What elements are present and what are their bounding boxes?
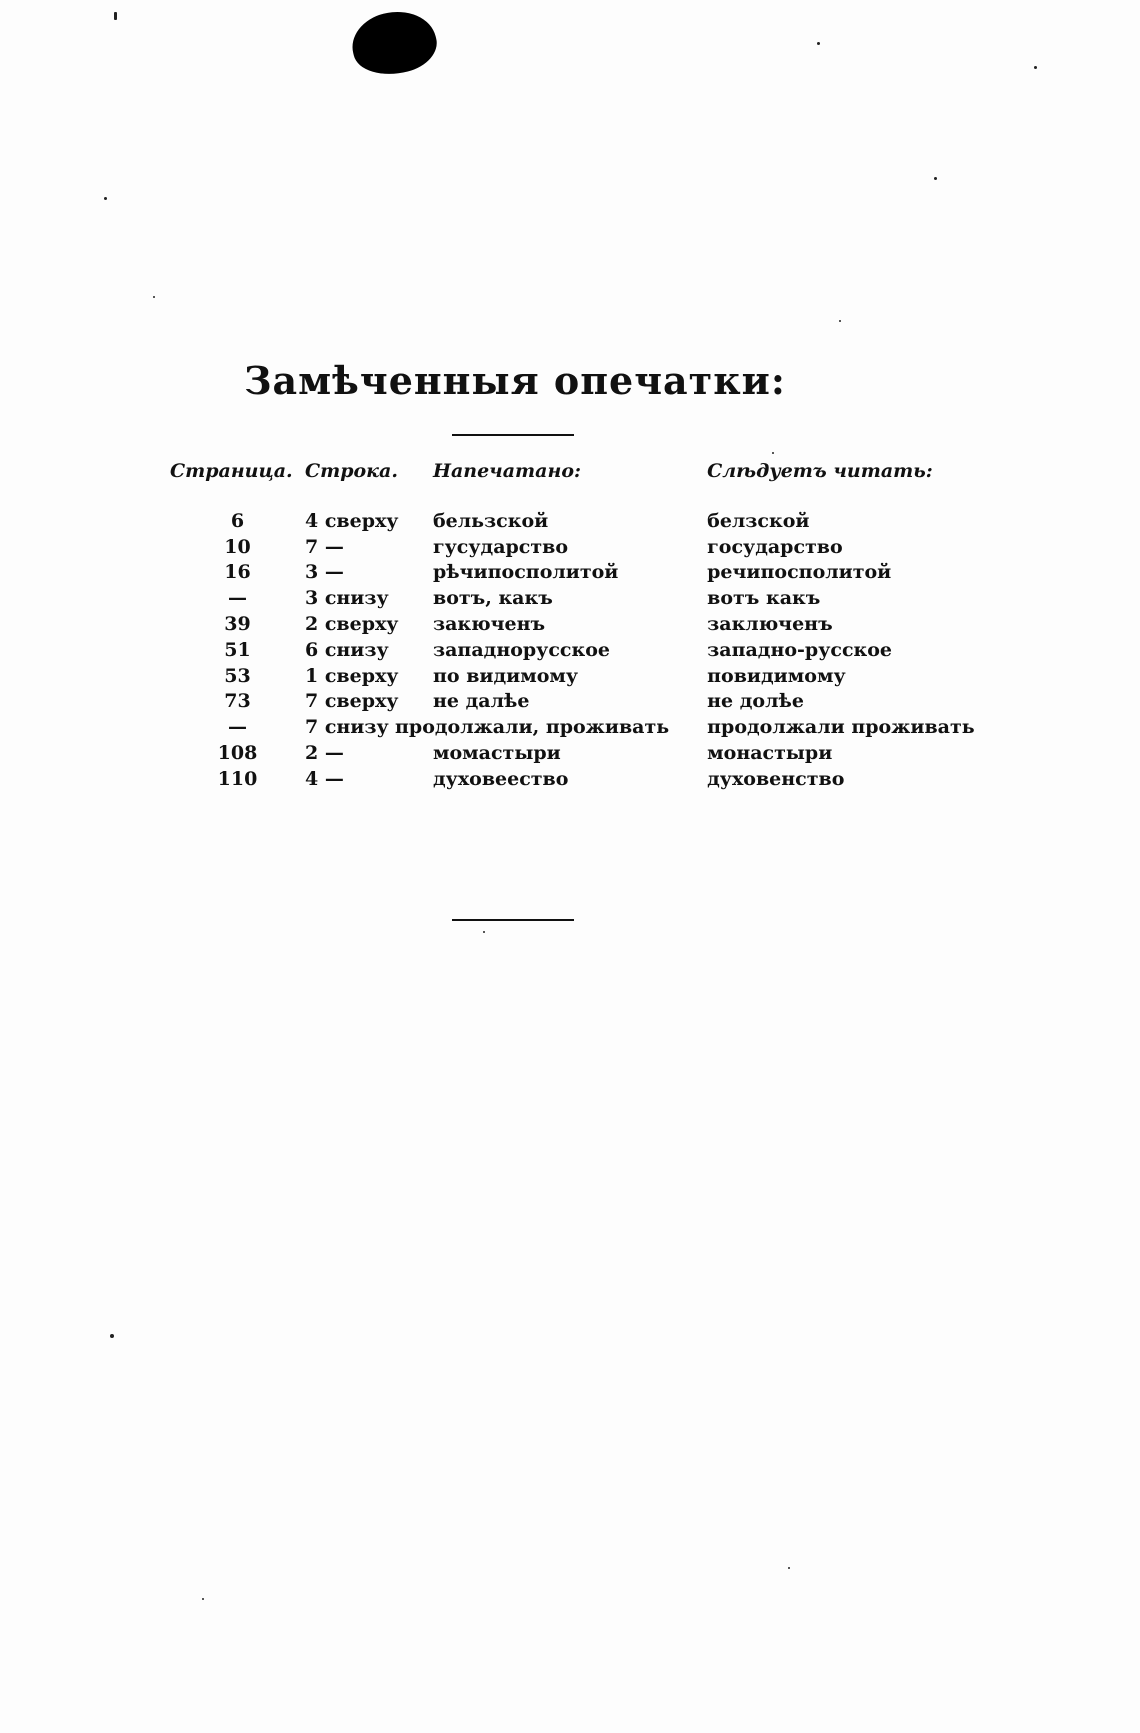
cell-page: 39	[224, 613, 251, 636]
speck	[153, 296, 155, 298]
header-should-read: Слѣдуетъ читать:	[707, 460, 933, 482]
speck	[110, 1334, 114, 1338]
table-row	[170, 663, 975, 689]
table-row	[170, 714, 975, 740]
table-row	[170, 560, 975, 586]
table-row	[170, 534, 975, 560]
speck	[817, 42, 820, 45]
cell-printed: по видимому	[433, 664, 579, 687]
table-row	[170, 740, 975, 766]
cell-line: 4 —	[305, 767, 344, 790]
cell-should-read: духовенство	[707, 767, 845, 790]
cell-printed: момастыри	[433, 742, 561, 765]
page-title: Замѣченныя опечатки:	[244, 358, 786, 403]
cell-page: 110	[217, 767, 258, 790]
speck	[104, 197, 107, 200]
cell-printed: не далѣе	[433, 690, 530, 713]
cell-printed: закюченъ	[433, 613, 546, 636]
cell-printed: духовеество	[433, 767, 569, 790]
speck	[114, 12, 117, 20]
table-row	[170, 637, 975, 663]
cell-printed: рѣчипосполитой	[433, 561, 619, 584]
cell-should-read: государство	[707, 535, 843, 558]
bottom-divider	[452, 919, 574, 921]
cell-printed: бельзской	[433, 509, 549, 532]
cell-printed: продолжали, проживать	[395, 716, 670, 739]
cell-should-read: речипосполитой	[707, 561, 892, 584]
ink-blot	[346, 3, 443, 83]
cell-page: 6	[230, 509, 245, 532]
errata-table	[170, 460, 975, 792]
cell-should-read: заключенъ	[707, 613, 833, 636]
cell-line: 2 —	[305, 742, 344, 765]
cell-should-read: западно-русское	[707, 638, 892, 661]
cell-printed: западнорусское	[433, 638, 610, 661]
speck	[202, 1598, 204, 1600]
cell-page: 16	[224, 561, 251, 584]
cell-printed: гусударство	[433, 535, 569, 558]
table-row	[170, 585, 975, 611]
cell-line: 7 —	[305, 535, 344, 558]
cell-should-read: не долѣе	[707, 690, 804, 713]
cell-line: 6 снизу	[305, 638, 389, 661]
speck	[483, 931, 485, 933]
cell-page: —	[228, 716, 247, 739]
header-printed: Напечатано:	[433, 460, 582, 482]
table-row	[170, 689, 975, 715]
table-row	[170, 611, 975, 637]
cell-line: 4 сверху	[305, 509, 399, 532]
cell-should-read: повидимому	[707, 664, 846, 687]
speck	[788, 1567, 790, 1569]
cell-line: 3 —	[305, 561, 344, 584]
header-line: Строка.	[305, 460, 398, 482]
cell-page: 73	[224, 690, 251, 713]
cell-line: 2 сверху	[305, 613, 399, 636]
cell-should-read: продолжали проживать	[707, 716, 975, 739]
cell-printed: вотъ, какъ	[433, 587, 553, 610]
header-page: Страница.	[170, 460, 293, 482]
speck	[772, 452, 774, 454]
cell-line: 7 сверху	[305, 690, 399, 713]
cell-should-read: белзской	[707, 509, 810, 532]
cell-page: 108	[217, 742, 258, 765]
cell-line: 7 снизу	[305, 716, 389, 739]
speck	[934, 177, 937, 180]
cell-page: 53	[224, 664, 251, 687]
cell-page: 51	[224, 638, 251, 661]
speck	[1034, 66, 1037, 69]
cell-page: 10	[224, 535, 251, 558]
table-row	[170, 508, 975, 534]
table-row	[170, 766, 975, 792]
header-row	[170, 460, 975, 508]
cell-line: 1 сверху	[305, 664, 399, 687]
cell-page: —	[228, 587, 247, 610]
cell-should-read: вотъ какъ	[707, 587, 821, 610]
cell-line: 3 снизу	[305, 587, 389, 610]
top-divider	[452, 434, 574, 436]
speck	[839, 320, 841, 322]
cell-should-read: монастыри	[707, 742, 833, 765]
